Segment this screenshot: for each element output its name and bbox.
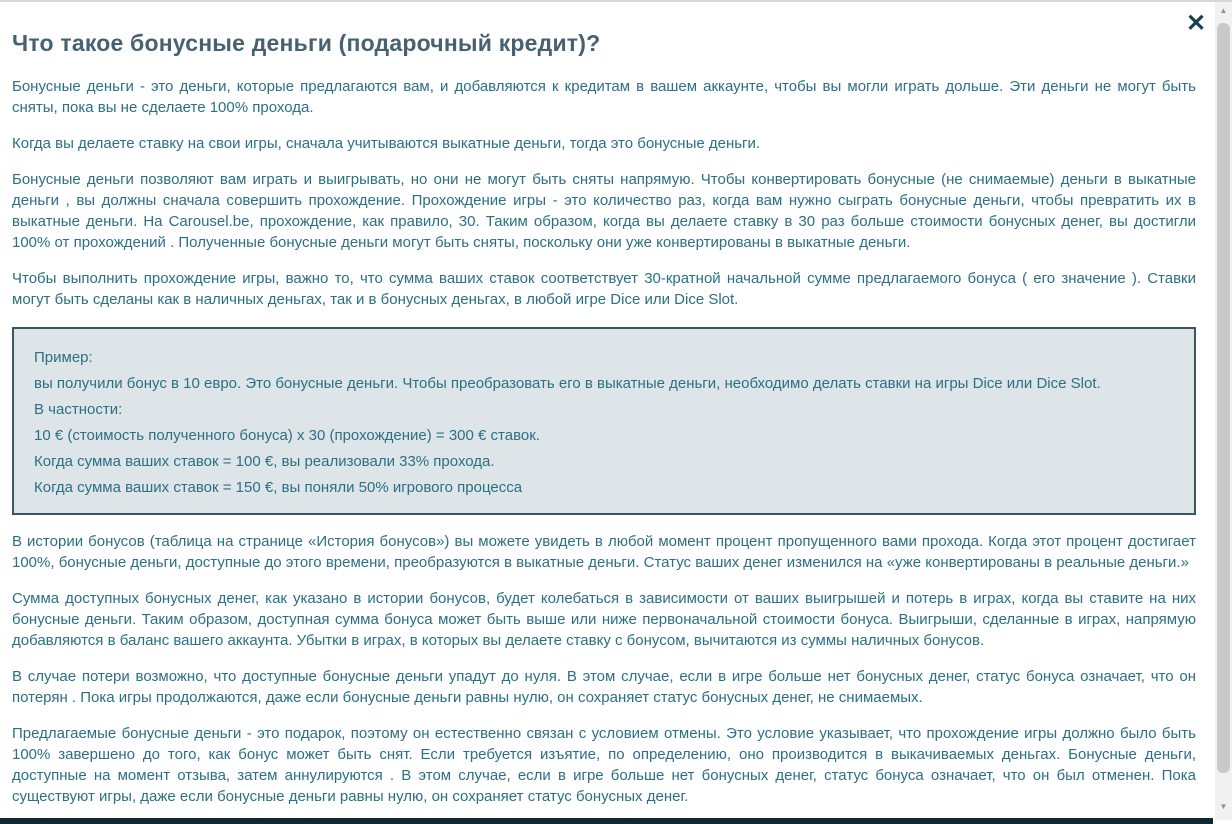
example-box-line: Когда сумма ваших ставок = 100 €, вы реализовали 33% прохода. [34,453,495,470]
close-icon[interactable]: ✕ [1185,10,1207,37]
scrollbar-thumb[interactable] [1217,23,1230,773]
paragraph-bonus-fluctuation: Сумма доступных бонусных денег, как указано в истории бонусов, будет колебаться в зависимости от ваших выигрышей и потерь в играх, когда вы ставите на них бонусные деньги. Таким образом, доступная сумма бонуса может быть выше или ниже первоначальной стоимости бонуса. Выигрыши, сделанные в играх, напрямую добавляются в баланс вашего аккаунта. Убытки в играх, в которых вы делаете ставку с бонусом, вычитаются из суммы наличных бонусов. [12,590,1196,649]
page-content [0,2,1215,824]
paragraph-wagering-explanation: Бонусные деньги позволяют вам играть и выигрывать, но они не могут быть сняты напрямую. Чтобы конвертировать бонусные (не снимаемые) деньги в выкатные деньги , вы должны сначала совершить прохождение. Прохождение игры - это количество раз, когда вам нужно сыграть бонусные деньги, чтобы превратить их в выкатные деньги. На Carousel.be, прохождение, как правило, 30. Таким образом, когда вы делаете ставку в 30 раз больше стоимости бонусных денег, вы достигли 100% от прохождений . Полученные бонусные деньги могут быть сняты, поскольку они уже конвертированы в выкатные деньги. [12,171,1196,251]
example-box-line: В частности: [34,401,123,418]
example-box [12,327,1196,515]
page-title: Что такое бонусные деньги (подарочный кредит)? [12,30,601,56]
scroll-down-icon[interactable]: ▼ [1219,802,1228,811]
bottom-bar [0,818,1213,824]
example-box-line: Пример: [34,349,93,366]
paragraph-bonus-cancellation: Предлагаемые бонусные деньги - это подарок, поэтому он естественно связан с условием отмены. Это условие указывает, что прохождение игры должно было быть 100% завершено до того, как бонус может быть снят. Если требуется изъятие, по определению, оно производится в выкачиваемых деньгах. Бонусные деньги, доступные на момент отзыва, затем аннулируются . В этом случае, если в игре больше нет бонусных денег, статус бонуса означает, что он был отменен. Пока существуют игры, даже если бонусные деньги равны нулю, он сохраняет статус бонусных денег. [12,725,1196,805]
example-box-line: 10 € (стоимость полученного бонуса) x 30 (прохождение) = 300 € ставок. [34,427,540,444]
vertical-scrollbar[interactable] [1215,2,1232,820]
paragraph-wagering-requirement: Чтобы выполнить прохождение игры, важно то, что сумма ваших ставок соответствует 30-кратной начальной сумме предлагаемого бонуса ( его значение ). Ставки могут быть сделаны как в наличных деньгах, так и в бонусных деньгах, в любой игре Dice или Dice Slot. [12,270,1196,308]
paragraph-bonus-definition: Бонусные деньги - это деньги, которые предлагаются вам, и добавляются к кредитам в вашем аккаунте, чтобы вы могли играть дольше. Эти деньги не могут быть сняты, пока вы не сделаете 100% прохода. [12,78,1196,116]
paragraph-bet-order: Когда вы делаете ставку на свои игры, сначала учитываются выкатные деньги, тогда это бонусные деньги. [12,135,761,152]
example-box-line: вы получили бонус в 10 евро. Это бонусные деньги. Чтобы преобразовать его в выкатные деньги, необходимо делать ставки на игры Dice или Dice Slot. [34,375,1101,392]
scroll-up-icon[interactable]: ▲ [1219,6,1228,15]
example-box-line: Когда сумма ваших ставок = 150 €, вы поняли 50% игрового процесса [34,479,523,496]
paragraph-bonus-history: В истории бонусов (таблица на странице «История бонусов») вы можете увидеть в любой момент процент пропущенного вами прохода. Когда этот процент достигает 100%, бонусные деньги, доступные до этого времени, преобразуются в выкатные деньги. Статус ваших денег изменился на «уже конвертированы в реальные деньги.» [12,533,1196,571]
paragraph-bonus-loss: В случае потери возможно, что доступные бонусные деньги упадут до нуля. В этом случае, если в игре больше нет бонусных денег, статус бонуса означает, что он потерян . Пока игры продолжаются, даже если бонусные деньги равны нулю, он сохраняет статус бонусных денег, не снимаемых. [12,668,1196,706]
